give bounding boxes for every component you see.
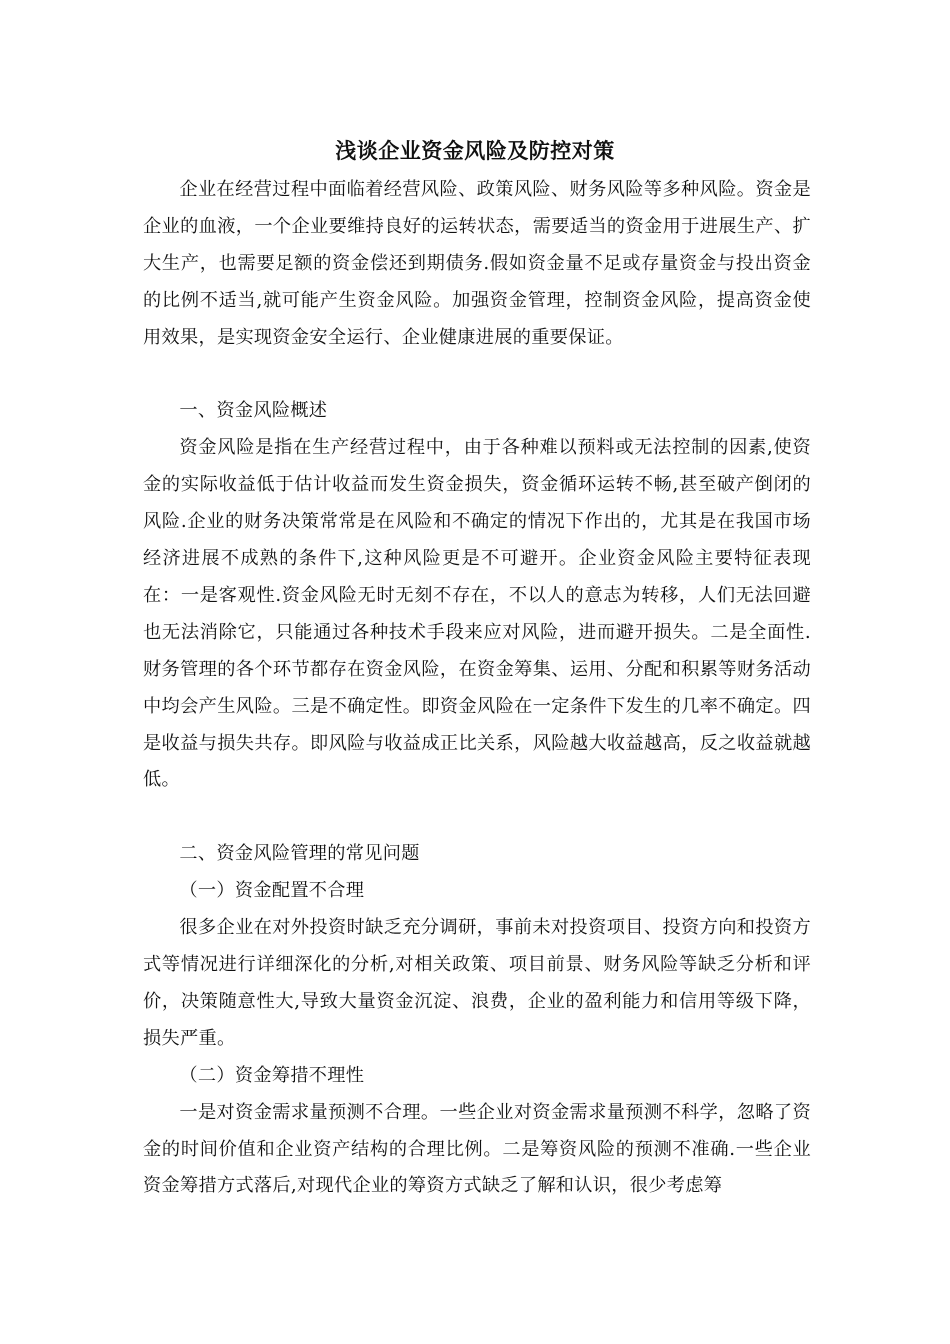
paragraph-spacer xyxy=(143,799,811,836)
section-heading-1: 一、资金风险概述 xyxy=(179,400,328,422)
subsection-heading-2: （二）资金筹措不理性 xyxy=(179,1064,365,1086)
intro-paragraph: 企业在经营过程中面临着经营风险、政策风险、财务风险等多种风险。资金是企业的血液，一个企业要维持良好的运转状态，需要适当的资金用于进展生产、扩大生产，也需要足额的资金偿还到期债务.假如资金量不足或存量资金与投出资金的比例不适当,就可能产生资金风险。加强资金管理，控制资金风险，提高资金使用效果，是实现资金安全运行、企业健康进展的重要保证。 xyxy=(143,179,811,348)
subsection-1-paragraph: 很多企业在对外投资时缺乏充分调研，事前未对投资项目、投资方向和投资方式等情况进行详细深化的分析,对相关政策、项目前景、财务风险等缺乏分析和评价，决策随意性大,导致大量资金沉淀、浪费，企业的盈利能力和信用等级下降，损失严重。 xyxy=(143,917,811,1049)
subsection-2-paragraph: 一是对资金需求量预测不合理。一些企业对资金需求量预测不科学，忽略了资金的时间价值和企业资产结构的合理比例。二是筹资风险的预测不准确.一些企业资金筹措方式落后,对现代企业的筹资方式缺乏了解和认识，很少考虑筹 xyxy=(143,1101,811,1197)
section-heading-2: 二、资金风险管理的常见问题 xyxy=(179,843,420,865)
document-title: 浅谈企业资金风险及防控对策 xyxy=(335,139,615,163)
paragraph-spacer xyxy=(143,357,811,394)
subsection-heading-1: （一）资金配置不合理 xyxy=(179,880,365,902)
document-body xyxy=(143,172,811,1205)
section-1-paragraph: 资金风险是指在生产经营过程中，由于各种难以预料或无法控制的因素,使资金的实际收益低于估计收益而发生资金损失，资金循环运转不畅,甚至破产倒闭的风险.企业的财务决策常常是在风险和不确定的情况下作出的，尤其是在我国市场经济进展不成熟的条件下,这种风险更是不可避开。企业资金风险主要特征表现在：一是客观性.资金风险无时无刻不存在，不以人的意志为转移，人们无法回避也无法消除它，只能通过各种技术手段来应对风险，进而避开损失。二是全面性.财务管理的各个环节都存在资金风险，在资金筹集、运用、分配和积累等财务活动中均会产生风险。三是不确定性。即资金风险在一定条件下发生的几率不确定。四是收益与损失共存。即风险与收益成正比关系，风险越大收益越高，反之收益就越低。 xyxy=(143,437,811,791)
